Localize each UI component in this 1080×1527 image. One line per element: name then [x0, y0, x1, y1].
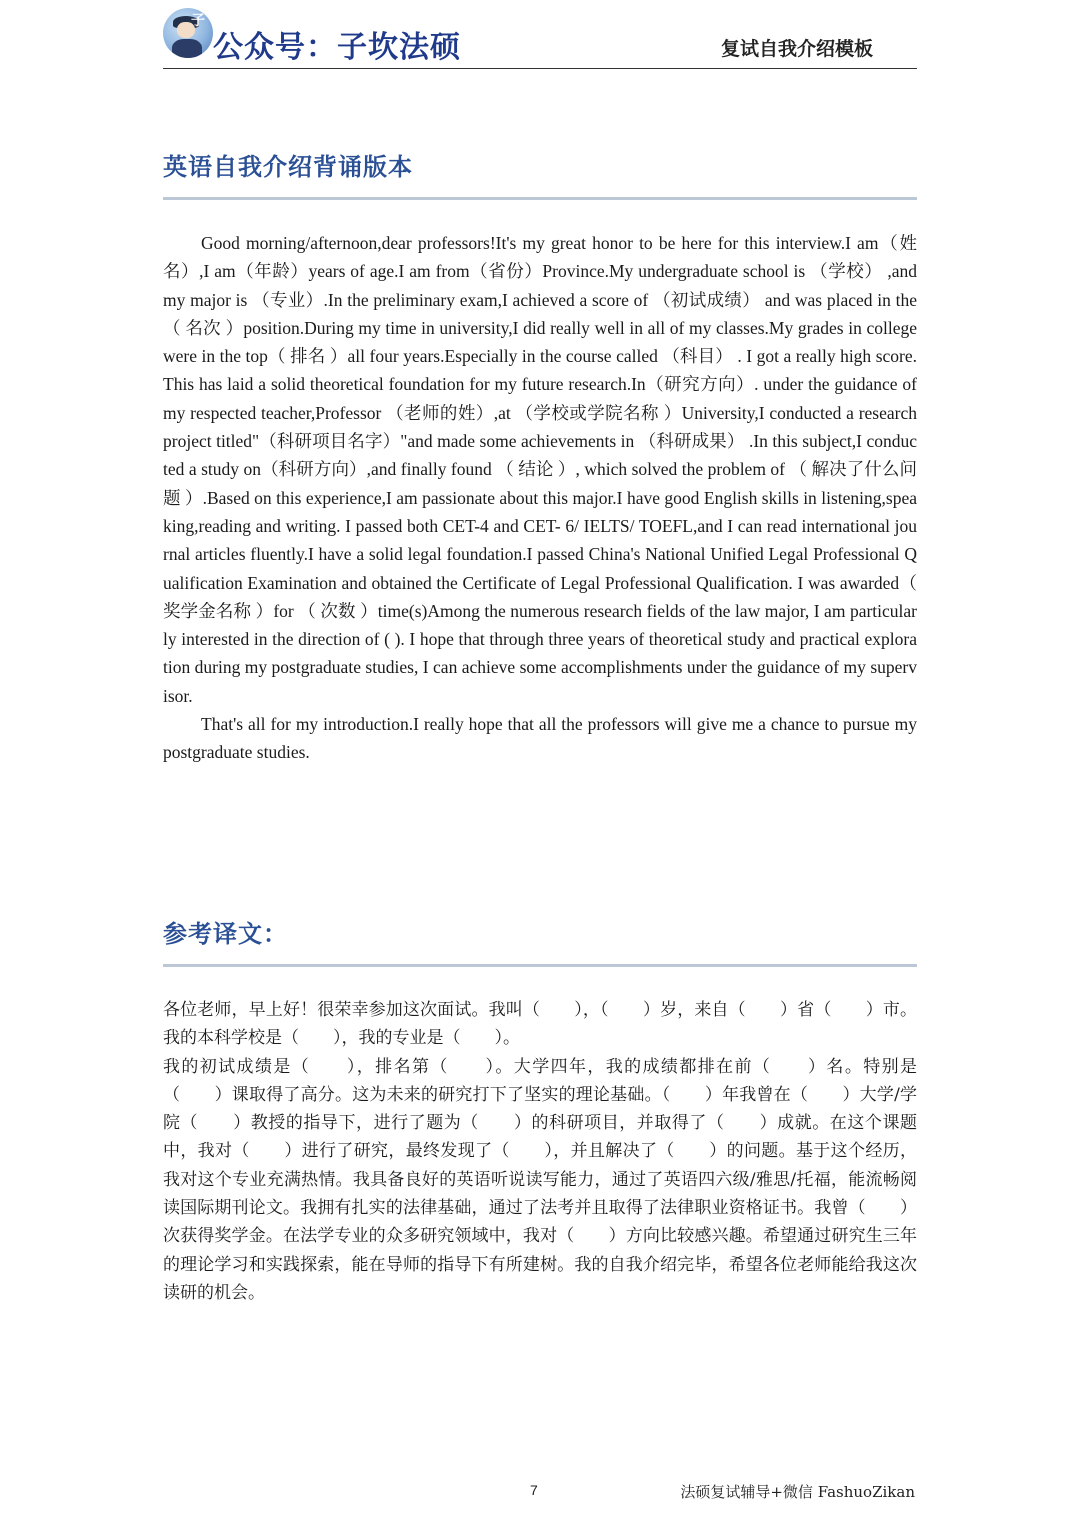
english-section-divider — [163, 197, 917, 200]
chinese-paragraph-1: 各位老师，早上好！很荣幸参加这次面试。我叫（ ），（ ）岁，来自（ ）省（ ）市。我的本科学校是（ ），我的专业是（ ）。 — [163, 1000, 917, 1049]
english-paragraph-1: Good morning/afternoon,dear professors!It's my great honor to be here for this interview.I am（姓名）,I am（年龄）years of age.I am from（省份）Province.My undergraduate school is （学校） ,and my major is （专业）.In the preliminary exam,I achieved a score of （初试成绩） and was placed in the （ 名次 ）position.During my time in university,I did really well in all of my classes.My grades in college were in the top（ 排名 ）all four years.Especially in the course called （科目） . I got a really high score.This has laid a solid theoretical foundation for my future research.In（研究方向）. under the guidance of my respected teacher,Professor （老师的姓）,at （学校或学院名称 ）University,I conducted a research project titled"（科研项目名字）"and made some achievements in （科研成果） .In this subject,I conducted a study on（科研方向）,and finally found （ 结论 ）, which solved the problem of （ 解决了什么问题 ）.Based on this experience,I am passionate about this major.I have good English skills in listening,speaking,reading and writing. I passed both CET-4 and CET- 6/ IELTS/ TOEFL,and I can read international journal articles fluently.I have a solid legal foundation.I passed China's National Unified Legal Professional Qualification Examination and obtained the Certificate of Legal Professional Qualification. I was awarded（ 奖学金名称 ）for （ 次数 ）time(s)Among the numerous research fields of the law major, I am particularly interested in the direction of ( ). I hope that through three years of theoretical study and practical exploration during my postgraduate studies, I can achieve some accomplishments under the guidance of my supervisor. — [163, 233, 917, 706]
translation-section-title: 参考译文： — [163, 919, 288, 948]
avatar-logo-icon: 子 — [163, 8, 213, 58]
translation-section-divider — [163, 964, 917, 967]
chinese-paragraph-2: 我的初试成绩是（ ），排名第（ ）。大学四年，我的成绩都排在前（ ）名。特别是（ ）课取得了高分。这为未来的研究打下了坚实的理论基础。（ ）年我曾在（ ）大学/学院（ ）教授的指导下，进行了题为（ ）的科研项目，并取得了（ ）成就。在这个课题中，我对（ ）进行了研究，最终发现了（ ），并且解决了（ ）的问题。基于这个经历，我对这个专业充满热情。我具备良好的英语听说读写能力，通过了英语四六级/雅思/托福，能流畅阅读国际期刊论文。我拥有扎实的法律基础，通过了法考并且取得了法律职业资格证书。我曾（ ）次获得奖学金。在法学专业的众多研究领域中，我对（ ）方向比较感兴趣。希望通过研究生三年的理论学习和实践探索，能在导师的指导下有所建树。我的自我介绍完毕，希望各位老师能给我这次读研的机会。 — [163, 1056, 917, 1303]
page-header — [163, 8, 917, 69]
english-introduction-body — [163, 229, 917, 767]
english-section-title: 英语自我介绍背诵版本 — [163, 152, 413, 181]
footer-contact-note: 法硕复试辅导+微信 FashuoZikan — [680, 1483, 915, 1501]
brand-title: 公众号：子坎法硕 — [213, 30, 461, 65]
document-label: 复试自我介绍模板 — [720, 38, 873, 60]
english-paragraph-2: That's all for my introduction.I really hope that all the professors will give me a chance to pursue my postgraduate studies. — [163, 714, 917, 763]
page-number: 7 — [530, 1482, 538, 1498]
chinese-translation-body — [163, 996, 917, 1307]
